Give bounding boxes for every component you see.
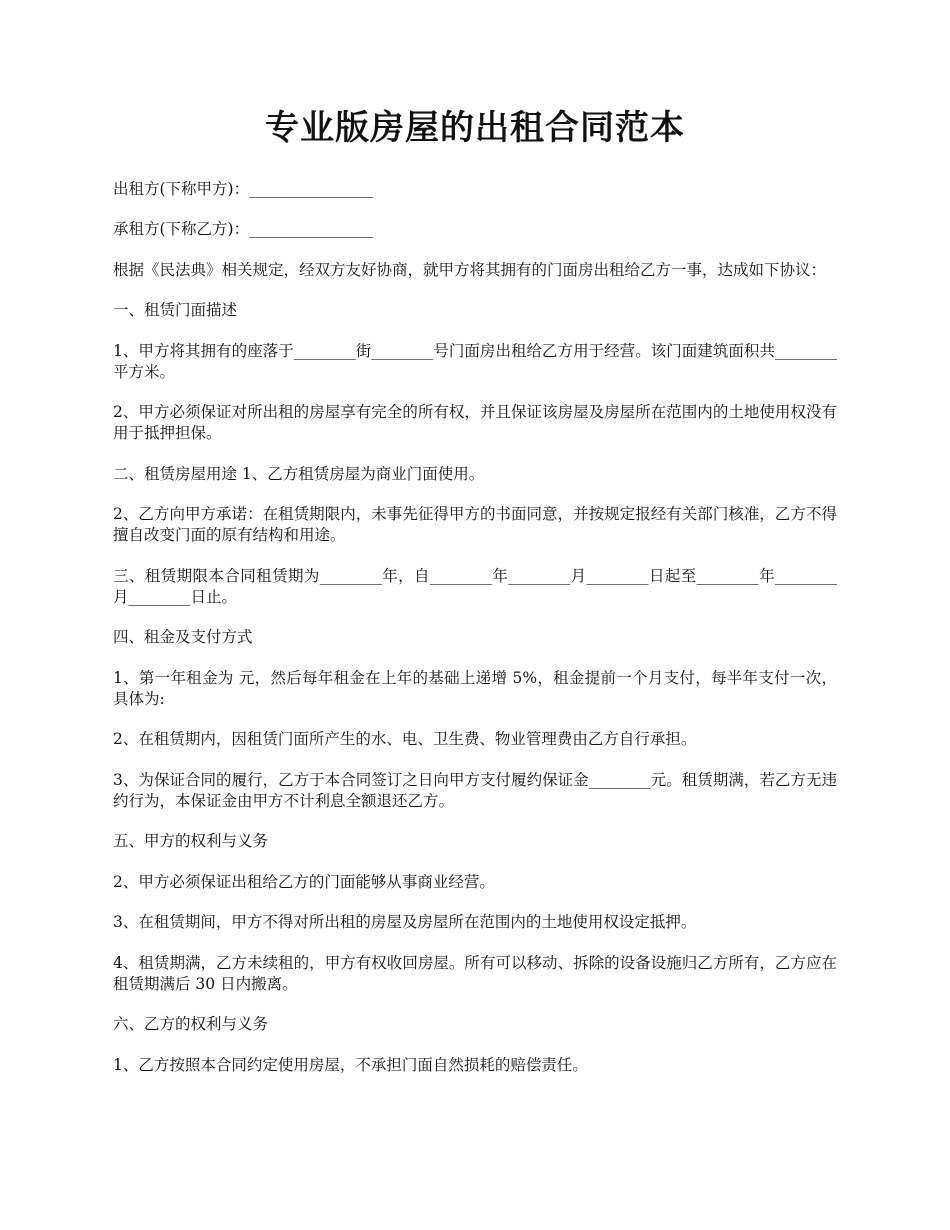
clause-1-1: 1、甲方将其拥有的座落于________街________号门面房出租给乙方用于经营。该门面建筑面积共________平方米。	[113, 341, 837, 381]
document-title: 专业版房屋的出租合同范本	[265, 108, 685, 148]
section-heading-2: 二、租赁房屋用途 1、乙方租赁房屋为商业门面使用。	[113, 464, 485, 483]
lessor-line: 出租方(下称甲方)：________________	[113, 179, 374, 198]
clause-6-1: 1、乙方按照本合同约定使用房屋，不承担门面自然损耗的赔偿责任。	[113, 1055, 588, 1074]
clause-5-2: 2、甲方必须保证出租给乙方的门面能够从事商业经营。	[113, 872, 495, 891]
clause-5-3: 3、在租赁期间，甲方不得对所出租的房屋及房屋所在范围内的土地使用权设定抵押。	[113, 913, 697, 932]
section-heading-4: 四、租金及支付方式	[113, 628, 253, 647]
clause-1-2: 2、甲方必须保证对所出租的房屋享有完全的所有权，并且保证该房屋及房屋所在范围内的土地使用权没有用于抵押担保。	[113, 403, 837, 443]
clause-5-4: 4、租赁期满，乙方未续租的，甲方有权收回房屋。所有可以移动、拆除的设备设施归乙方所有，乙方应在租赁期满后 30 日内搬离。	[113, 953, 837, 993]
clause-4-3: 3、为保证合同的履行，乙方于本合同签订之日向甲方支付履约保证金________元。租赁期满，若乙方无违约行为，本保证金由甲方不计利息全额退还乙方。	[113, 770, 837, 810]
clause-4-2: 2、在租赁期内，因租赁门面所产生的水、电、卫生费、物业管理费由乙方自行承担。	[113, 730, 697, 749]
clause-4-1: 1、第一年租金为 元，然后每年租金在上年的基础上递增 5%，租金提前一个月支付，每半年支付一次，具体为:	[113, 668, 837, 708]
section-heading-5: 五、甲方的权利与义务	[113, 832, 269, 851]
lessee-line: 承租方(下称乙方)：________________	[113, 220, 374, 239]
document-page	[113, 108, 837, 1095]
preamble-paragraph: 根据《民法典》相关规定，经双方友好协商，就甲方将其拥有的门面房出租给乙方一事，达成如下协议：	[113, 260, 827, 279]
section-heading-6: 六、乙方的权利与义务	[113, 1015, 269, 1034]
section-heading-1: 一、租赁门面描述	[113, 301, 238, 320]
clause-2-2: 2、乙方向甲方承诺：在租赁期限内，未事先征得甲方的书面同意，并按规定报经有关部门核准，乙方不得擅自改变门面的原有结构和用途。	[113, 505, 837, 545]
section-heading-3: 三、租赁期限本合同租赁期为________年，自________年________月________日起至________年________月________日止。	[113, 566, 837, 606]
